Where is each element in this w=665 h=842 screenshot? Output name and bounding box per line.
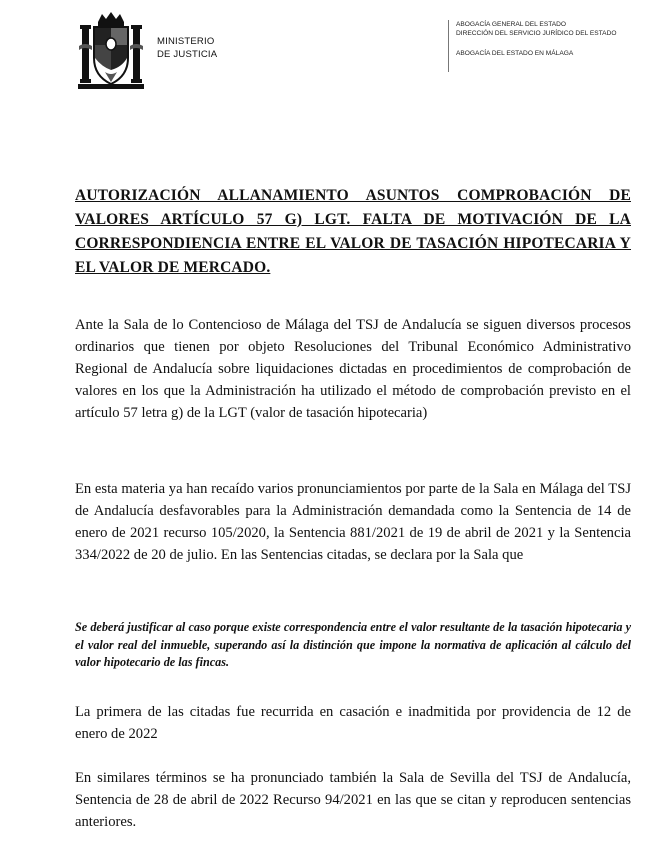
paragraph-3: La primera de las citadas fue recurrida en casación e inadmitida por providencia de 12 de enero de 2022 [75, 704, 631, 742]
office-line-2: DIRECCIÓN DEL SERVICIO JURÍDICO DEL ESTADO [456, 30, 617, 37]
coat-of-arms-icon [78, 10, 144, 90]
document-title: AUTORIZACIÓN ALLANAMIENTO ASUNTOS COMPROBACIÓN DE VALORES ARTÍCULO 57 G) LGT. FALTA DE MOTIVACIÓN DE LA CORRESPONDIENCIA ENTRE EL VALOR DE TASACIÓN HIPOTECARIA Y EL VALOR DE MERCADO. [75, 187, 631, 276]
office-line-1: ABOGACÍA GENERAL DEL ESTADO [456, 21, 567, 28]
paragraph-4: En similares términos se ha pronunciado también la Sala de Sevilla del TSJ de Andalucía, Sentencia de 28 de abril de 2022 Recurso 94/2021 en las que se citan y reproducen sentencias anteriores. [75, 770, 631, 830]
ministry-line-1: MINISTERIO [157, 36, 215, 47]
office-box [448, 20, 665, 72]
quoted-ruling: Se deberá justificar al caso porque existe correspondencia entre el valor resultante de la tasación hipotecaria y el valor real del inmueble, superando así la distinción que impone la normativa de aplicación al cálculo del valor hipotecario de las fincas. [75, 620, 631, 669]
page-header [0, 0, 665, 100]
ministry-line-2: DE JUSTICIA [157, 49, 218, 60]
paragraph-2: En esta materia ya han recaído varios pronunciamientos por parte de la Sala en Málaga del TSJ de Andalucía desfavorables para la Administración demandada como la Sentencia de 14 de enero de 2021 recurso 105/2020, la Sentencia 881/2021 de 19 de abril de 2021 y la Sentencia 334/2022 de 20 de julio. En las Sentencias citadas, se declara por la Sala que [75, 481, 631, 563]
paragraph-1: Ante la Sala de lo Contencioso de Málaga del TSJ de Andalucía se siguen diversos procesos ordinarios que tienen por objeto Resoluciones del Tribunal Económico Administrativo Regional de Andalucía sobre liquidaciones dictadas en procedimientos de comprobación de valores en los que la Administración ha utilizado el método de comprobación previsto en el artículo 57 letra g) de la LGT (valor de tasación hipotecaria) [75, 317, 631, 421]
office-line-3: ABOGACÍA DEL ESTADO EN MÁLAGA [456, 50, 574, 57]
ministry-name [157, 35, 217, 61]
